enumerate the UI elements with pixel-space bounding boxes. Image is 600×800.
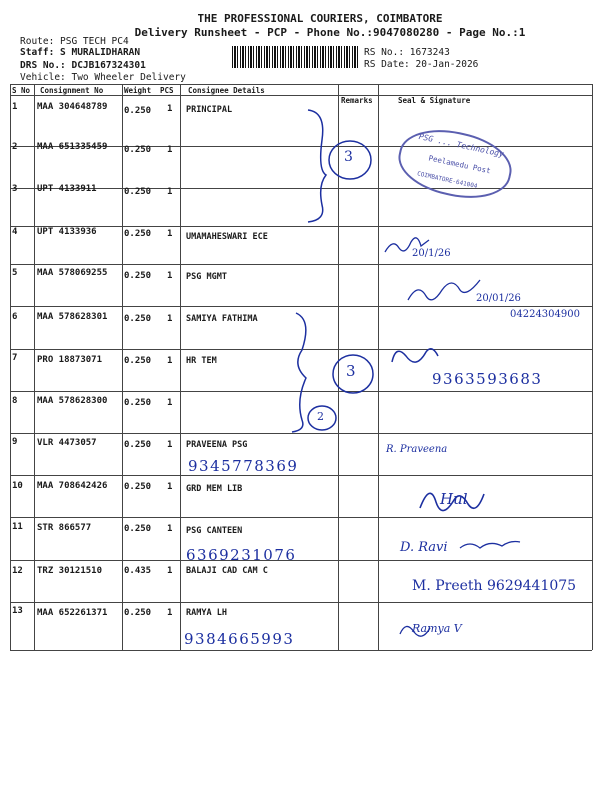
signature-row-9: R. Praveena (386, 444, 448, 455)
row-sno: 1 (12, 102, 18, 112)
row-consignee: BALAJI CAD CAM C (186, 566, 268, 576)
runsheet-title: Delivery Runsheet - PCP - Phone No.:9047080280 - Page No.:1 (134, 26, 526, 39)
row-pcs: 1 (167, 187, 173, 197)
phone-row-13: 9384665993 (184, 630, 295, 648)
col-consignment: Consignment No (40, 86, 104, 95)
row-consignee: PRAVEENA PSG (186, 440, 248, 450)
signature-row-12: M. Preeth 9629441075 (412, 578, 577, 594)
row-sno: 3 (12, 184, 18, 194)
stamp-line-2: Peelamedu Post (427, 153, 492, 176)
row-consignment: MAA 578628300 (37, 396, 108, 406)
bracket-rows-1-3 (308, 110, 326, 222)
row-pcs: 1 (167, 398, 173, 408)
signature-row-7 (392, 349, 438, 362)
row-consignee: RAMYA LH (186, 608, 227, 618)
remarks-count-c: 2 (317, 410, 324, 423)
vehicle-label: Vehicle: Two Wheeler Delivery (20, 72, 186, 83)
row-pcs: 1 (167, 356, 173, 366)
stamp-line-1: PSG ... Technology (418, 132, 505, 159)
row-consignee: PSG MGMT (186, 272, 227, 282)
row-consignee: SAMIYA FATHIMA (186, 314, 258, 324)
rs-date: RS Date: 20-Jan-2026 (364, 59, 479, 70)
staff-label: Staff: S MURALIDHARAN (20, 47, 141, 58)
row-pcs: 1 (167, 524, 173, 534)
row-consignment: MAA 651335459 (37, 142, 108, 152)
row-weight: 0.250 (124, 440, 152, 450)
bracket-rows-6-8 (292, 313, 306, 432)
signature-text-row-13: Ramya V (412, 622, 462, 635)
phone-row-9: 9345778369 (188, 457, 299, 475)
row-weight: 0.250 (124, 106, 152, 116)
row-sno: 5 (12, 268, 18, 278)
row-consignment: MAA 652261371 (37, 608, 108, 618)
row-sno: 7 (12, 353, 18, 363)
row-consignment: MAA 708642426 (37, 481, 108, 491)
remarks-count-b: 3 (346, 362, 356, 380)
row-sno: 9 (12, 437, 18, 447)
col-pcs: PCS (160, 86, 174, 95)
row-weight: 0.250 (124, 608, 152, 618)
phone-row-6: 04224304900 (510, 309, 580, 320)
row-weight: 0.250 (124, 145, 152, 155)
row-weight: 0.250 (124, 314, 152, 324)
signature-row-5 (408, 280, 480, 300)
row-consignment: STR 866577 (37, 523, 92, 533)
row-sno: 10 (12, 481, 23, 491)
row-weight: 0.250 (124, 271, 152, 281)
col-weight: Weight (124, 86, 152, 95)
date-row-5: 20/01/26 (476, 293, 521, 304)
col-sno: S No (12, 86, 31, 95)
row-pcs: 1 (167, 271, 173, 281)
row-pcs: 1 (167, 314, 173, 324)
row-weight: 0.250 (124, 398, 152, 408)
row-consignment: TRZ 30121510 (37, 566, 103, 576)
row-sno: 13 (12, 606, 23, 616)
row-pcs: 1 (167, 608, 173, 618)
row-consignee: UMAMAHESWARI ECE (186, 232, 268, 242)
signature-text-row-11: D. Ravi (400, 540, 448, 555)
company-name: THE PROFESSIONAL COURIERS, COIMBATORE (197, 12, 443, 25)
row-weight: 0.250 (124, 187, 152, 197)
row-consignee: GRD MEM LIB (186, 484, 243, 494)
row-consignment: MAA 304648789 (37, 102, 108, 112)
row-consignment: MAA 578628301 (37, 312, 108, 322)
col-remarks: Remarks (341, 96, 373, 105)
date-row-4: 20/1/26 (412, 248, 451, 259)
row-weight: 0.250 (124, 524, 152, 534)
row-pcs: 1 (167, 229, 173, 239)
row-consignment: PRO 18873071 (37, 355, 103, 365)
row-pcs: 1 (167, 145, 173, 155)
row-pcs: 1 (167, 482, 173, 492)
row-sno: 2 (12, 142, 18, 152)
signature-text-row-10: Hul (440, 490, 468, 508)
row-sno: 4 (12, 227, 18, 237)
col-consignee: Consignee Details (188, 86, 265, 95)
route-label: Route: PSG TECH PC4 (20, 36, 129, 47)
row-pcs: 1 (167, 566, 173, 576)
row-consignee: HR TEM (186, 356, 217, 366)
row-sno: 6 (12, 312, 18, 322)
row-consignment: MAA 578069255 (37, 268, 108, 278)
phone-row-11: 6369231076 (186, 546, 297, 564)
row-consignment: UPT 4133911 (37, 184, 97, 194)
rs-number: RS No.: 1673243 (364, 47, 450, 58)
row-sno: 11 (12, 522, 23, 532)
row-weight: 0.435 (124, 566, 152, 576)
row-consignee: PRINCIPAL (186, 105, 233, 115)
row-weight: 0.250 (124, 229, 152, 239)
drs-number: DRS No.: DCJB167324301 (20, 60, 146, 71)
signature-row-11 (460, 542, 520, 549)
row-consignment: UPT 4133936 (37, 227, 97, 237)
phone-row-7: 9363593683 (432, 370, 543, 388)
row-weight: 0.250 (124, 356, 152, 366)
remarks-count-a: 3 (344, 149, 353, 165)
row-weight: 0.250 (124, 482, 152, 492)
row-pcs: 1 (167, 440, 173, 450)
row-consignment: VLR 4473057 (37, 438, 97, 448)
col-seal-signature: Seal & Signature (398, 96, 471, 105)
row-sno: 8 (12, 396, 18, 406)
row-sno: 12 (12, 566, 23, 576)
stamp-line-3: COIMBATORE-641004 (416, 170, 478, 191)
row-pcs: 1 (167, 104, 173, 114)
row-consignee: PSG CANTEEN (186, 526, 243, 536)
